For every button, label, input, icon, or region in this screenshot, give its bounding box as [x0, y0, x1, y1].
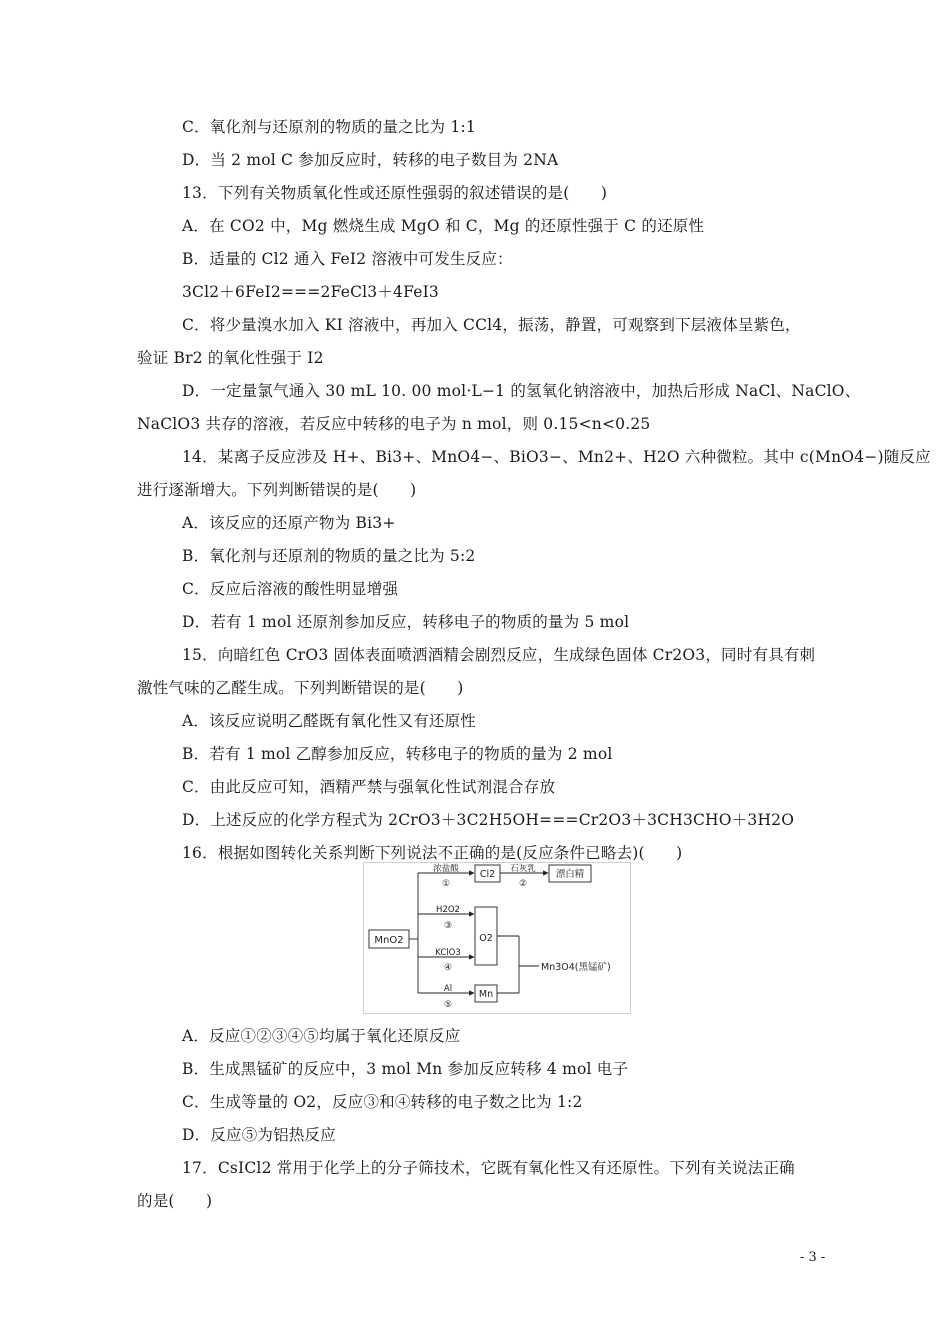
line-13b: B．适量的 Cl2 通入 FeI2 溶液中可发生反应：	[182, 250, 513, 268]
question-17: 17．CsICl2 常用于化学上的分子筛技术，它既有氧化性又有还原性。下列有关说法正确	[182, 1159, 795, 1177]
line-15d: D．上述反应的化学方程式为 2CrO3＋3C2H5OH===Cr2O3＋3CH3CHO＋3H2O	[182, 811, 795, 829]
line-16a: A．反应①②③④⑤均属于氧化还原反应	[182, 1027, 461, 1045]
step-4: ④	[443, 963, 453, 973]
line-15a: A．该反应说明乙醛既有氧化性又有还原性	[182, 712, 476, 730]
line-12d: D．当 2 mol C 参加反应时，转移的电子数目为 2NA	[182, 151, 559, 169]
box-o2-label: O2	[479, 933, 493, 944]
box-mno2-label: MnO2	[374, 935, 404, 946]
box-mn-label: Mn	[478, 989, 494, 1000]
question-17-cont: 的是( )	[137, 1192, 213, 1210]
line-14c: C．反应后溶液的酸性明显增强	[182, 580, 399, 598]
step-3: ③	[443, 921, 453, 931]
box-bleach-label: 漂白精	[555, 869, 585, 880]
question-15-cont: 激性气味的乙醛生成。下列判断错误的是( )	[137, 679, 464, 697]
line-15b: B．若有 1 mol 乙醇参加反应，转移电子的物质的量为 2 mol	[182, 745, 613, 763]
line-13c: C．将少量溴水加入 KI 溶液中，再加入 CCl4，振荡，静置，可观察到下层液体呈紫色，	[182, 316, 801, 334]
line-14a: A．该反应的还原产物为 Bi3+	[182, 514, 396, 532]
reagent-3: H2O2	[436, 905, 460, 915]
reaction-diagram	[363, 862, 631, 1014]
question-15: 15．向暗红色 CrO3 固体表面喷洒酒精会剧烈反应，生成绿色固体 Cr2O3，同时有具有刺	[182, 646, 816, 664]
question-14-cont: 进行逐渐增大。下列判断错误的是( )	[137, 481, 417, 499]
line-12c: C．氧化剂与还原剂的物质的量之比为 1:1	[182, 118, 476, 136]
line-13d-cont: NaClO3 共存的溶液，若反应中转移的电子为 n mol，则 0.15<n<0.25	[137, 415, 651, 433]
question-13: 13．下列有关物质氧化性或还原性强弱的叙述错误的是( )	[182, 184, 608, 202]
step-1: ①	[441, 879, 451, 889]
step-5: ⑤	[443, 1000, 453, 1010]
line-14b: B．氧化剂与还原剂的物质的量之比为 5:2	[182, 547, 476, 565]
question-14: 14．某离子反应涉及 H+、Bi3+、MnO4−、BiO3−、Mn2+、H2O 六种微粒。其中 c(MnO4−)随反应	[182, 448, 931, 466]
line-14d: D．若有 1 mol 还原剂参加反应，转移电子的物质的量为 5 mol	[182, 613, 630, 631]
line-16c: C．生成等量的 O2，反应③和④转移的电子数之比为 1:2	[182, 1093, 583, 1111]
question-16: 16．根据如图转化关系判断下列说法不正确的是(反应条件已略去)( )	[182, 844, 683, 862]
product-label: Mn3O4(黑锰矿)	[541, 962, 611, 973]
line-13c-cont: 验证 Br2 的氧化性强于 I2	[137, 349, 324, 367]
reagent-2: 石灰乳	[510, 864, 536, 874]
reagent-5: Al	[443, 984, 453, 994]
line-13d: D．一定量氯气通入 30 mL 10. 00 mol·L−1 的氢氧化钠溶液中，加热后形成 NaCl、NaClO、	[182, 382, 861, 400]
line-15c: C．由此反应可知，酒精严禁与强氧化性试剂混合存放	[182, 778, 556, 796]
box-cl2-label: Cl2	[479, 869, 496, 880]
step-2: ②	[518, 879, 528, 889]
reagent-1: 浓盐酸	[433, 864, 459, 874]
reagent-4: KClO3	[435, 948, 461, 958]
page-number: - 3 -	[800, 1250, 826, 1265]
line-16b: B．生成黑锰矿的反应中，3 mol Mn 参加反应转移 4 mol 电子	[182, 1060, 629, 1078]
line-13b-equation: 3Cl2＋6FeI2===2FeCl3＋4FeI3	[182, 283, 439, 301]
line-13a: A．在 CO2 中，Mg 燃烧生成 MgO 和 C，Mg 的还原性强于 C 的还原性	[182, 217, 705, 235]
line-16d: D．反应⑤为铝热反应	[182, 1126, 336, 1144]
